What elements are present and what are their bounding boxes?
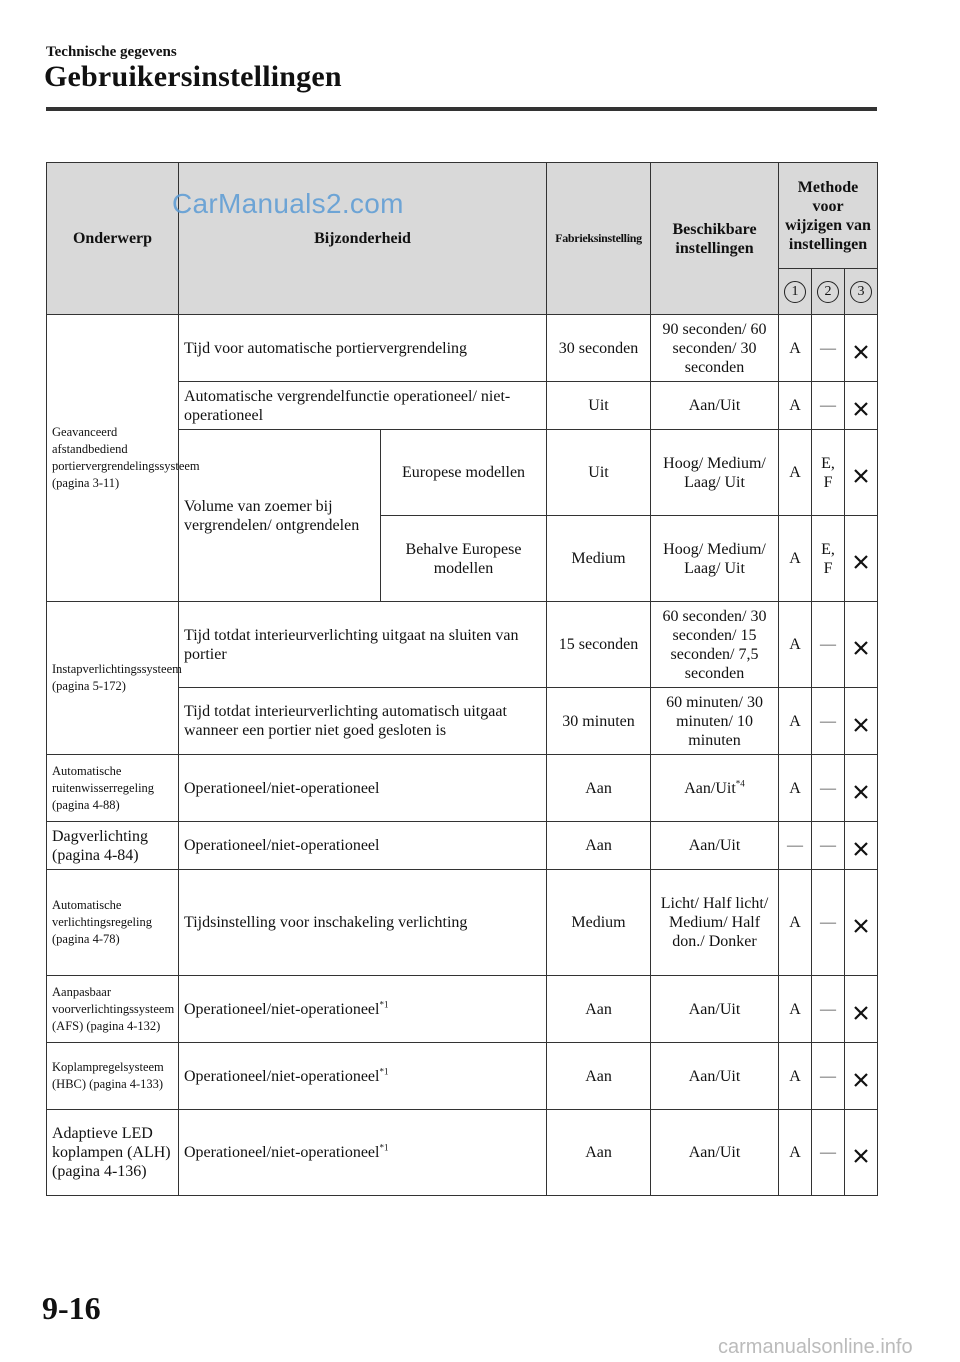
x-icon <box>852 400 870 418</box>
detail-cell: Automatische vergrendelfunctie operationeel/ niet-operationeel <box>179 382 547 430</box>
detail-cell: Volume van zoemer bij vergrendelen/ ontgrendelen <box>179 430 381 602</box>
x-icon <box>852 917 870 935</box>
factory-cell: 15 seconden <box>547 602 651 688</box>
method-2-cell: — <box>812 315 845 382</box>
method-1-cell: A <box>779 870 812 976</box>
method-1-badge: 1 <box>784 281 806 303</box>
subject-cell: Koplampregelsysteem (HBC) (pagina 4-133) <box>47 1043 179 1110</box>
footnote-marker: *1 <box>379 1142 389 1153</box>
header-method: Methode voor wijzigen van instellingen <box>779 163 878 269</box>
watermark-text: CarManuals2.com <box>172 188 404 219</box>
footnote-marker: *4 <box>735 778 745 789</box>
factory-cell: Medium <box>547 870 651 976</box>
method-2-cell: — <box>812 1110 845 1196</box>
method-1-cell: A <box>779 976 812 1043</box>
sub-detail-cell: Europese modellen <box>381 430 547 516</box>
factory-cell: Uit <box>547 382 651 430</box>
method-2-cell: — <box>812 976 845 1043</box>
available-cell: Aan/Uit <box>651 1043 779 1110</box>
method-2-cell: — <box>812 382 845 430</box>
available-cell: 60 minuten/ 30 minuten/ 10 minuten <box>651 688 779 755</box>
subject-cell: Geavanceerd afstandbediend portiervergrendelingssysteem (pagina 3-11) <box>47 315 179 602</box>
footer-watermark: carmanualsonline.info <box>718 1336 913 1358</box>
footnote-marker: *1 <box>379 1066 389 1077</box>
x-icon <box>852 467 870 485</box>
method-2-cell: — <box>812 602 845 688</box>
page-number: 9-16 <box>42 1290 101 1326</box>
method-1-cell: A <box>779 602 812 688</box>
detail-cell: Operationeel/niet-operationeel <box>179 822 547 870</box>
method-3-badge: 3 <box>850 281 872 303</box>
method-1-cell: A <box>779 1043 812 1110</box>
page-title: Gebruikersinstellingen <box>44 60 342 93</box>
factory-cell: Aan <box>547 755 651 822</box>
table-row <box>47 1110 878 1196</box>
method-2-cell: — <box>812 822 845 870</box>
method-2-cell: — <box>812 755 845 822</box>
factory-cell: Uit <box>547 430 651 516</box>
x-icon <box>852 1004 870 1022</box>
detail-cell: Tijd totdat interieurverlichting uitgaat na sluiten van portier <box>179 602 547 688</box>
available-cell: 90 seconden/ 60 seconden/ 30 seconden <box>651 315 779 382</box>
x-icon <box>852 840 870 858</box>
method-1-cell: — <box>779 822 812 870</box>
method-1-cell: A <box>779 516 812 602</box>
table-row <box>47 602 878 688</box>
method-1-cell: A <box>779 1110 812 1196</box>
detail-cell: Tijd totdat interieurverlichting automatisch uitgaat wanneer een portier niet goed gesloten is <box>179 688 547 755</box>
available-cell <box>651 755 779 822</box>
factory-cell: Medium <box>547 516 651 602</box>
available-cell: Hoog/ Medium/ Laag/ Uit <box>651 430 779 516</box>
factory-cell: Aan <box>547 1110 651 1196</box>
header-available: Beschikbare instellingen <box>651 163 779 315</box>
table-row <box>47 1043 878 1110</box>
available-cell: Aan/Uit <box>651 976 779 1043</box>
method-2-badge: 2 <box>817 281 839 303</box>
table-row <box>47 976 878 1043</box>
detail-cell: Operationeel/niet-operationeel <box>179 755 547 822</box>
method-2-cell: — <box>812 870 845 976</box>
header-factory: Fabrieksinstelling <box>547 163 651 315</box>
method-1-cell: A <box>779 688 812 755</box>
table-row <box>47 822 878 870</box>
x-icon <box>852 716 870 734</box>
subject-cell: Instapverlichtingssysteem (pagina 5-172) <box>47 602 179 755</box>
subject-cell: Aanpasbaar voorverlichtingssysteem (AFS) (pagina 4-132) <box>47 976 179 1043</box>
method-2-cell: — <box>812 1043 845 1110</box>
table-row <box>47 755 878 822</box>
subject-cell: Automatische ruitenwisserregeling (pagina 4-88) <box>47 755 179 822</box>
detail-cell <box>179 1110 547 1196</box>
header-divider <box>46 107 877 111</box>
x-icon <box>852 783 870 801</box>
settings-table <box>46 162 878 1196</box>
x-icon <box>852 343 870 361</box>
detail-cell <box>179 976 547 1043</box>
available-cell: Hoog/ Medium/ Laag/ Uit <box>651 516 779 602</box>
method-2-cell: E, F <box>812 516 845 602</box>
method-2-cell: — <box>812 688 845 755</box>
footnote-marker: *1 <box>379 999 389 1010</box>
factory-cell: Aan <box>547 976 651 1043</box>
section-title: Technische gegevens <box>46 44 177 60</box>
factory-cell: Aan <box>547 822 651 870</box>
table-row <box>47 315 878 382</box>
factory-cell: 30 seconden <box>547 315 651 382</box>
available-value: Aan/Uit <box>684 779 736 797</box>
detail-value: Operationeel/niet-operationeel <box>184 1067 380 1085</box>
method-1-cell: A <box>779 755 812 822</box>
available-cell: Aan/Uit <box>651 1110 779 1196</box>
x-icon <box>852 553 870 571</box>
method-1-cell: A <box>779 315 812 382</box>
x-icon <box>852 1071 870 1089</box>
detail-cell: Tijd voor automatische portiervergrendeling <box>179 315 547 382</box>
factory-cell: 30 minuten <box>547 688 651 755</box>
sub-detail-cell: Behalve Europese modellen <box>381 516 547 602</box>
x-icon <box>852 639 870 657</box>
available-cell: Aan/Uit <box>651 382 779 430</box>
method-1-cell: A <box>779 430 812 516</box>
subject-cell: Dagverlichting (pagina 4-84) <box>47 822 179 870</box>
header-detail: Bijzonderheid <box>179 163 547 315</box>
available-cell: Aan/Uit <box>651 822 779 870</box>
detail-value: Operationeel/niet-operationeel <box>184 1144 380 1161</box>
method-2-cell: E, F <box>812 430 845 516</box>
subject-cell: Automatische verlichtingsregeling (pagina 4-78) <box>47 870 179 976</box>
x-icon <box>852 1147 870 1165</box>
detail-cell <box>179 1043 547 1110</box>
method-1-cell: A <box>779 382 812 430</box>
detail-cell: Tijdsinstelling voor inschakeling verlichting <box>179 870 547 976</box>
table-row <box>47 870 878 976</box>
subject-cell: Adaptieve LED koplampen (ALH) (pagina 4-136) <box>47 1110 179 1196</box>
available-cell: 60 seconden/ 30 seconden/ 15 seconden/ 7,5 seconden <box>651 602 779 688</box>
available-cell: Licht/ Half licht/ Medium/ Half don./ Donker <box>651 870 779 976</box>
detail-value: Operationeel/niet-operationeel <box>184 1000 380 1018</box>
header-subject: Onderwerp <box>47 163 179 315</box>
factory-cell: Aan <box>547 1043 651 1110</box>
